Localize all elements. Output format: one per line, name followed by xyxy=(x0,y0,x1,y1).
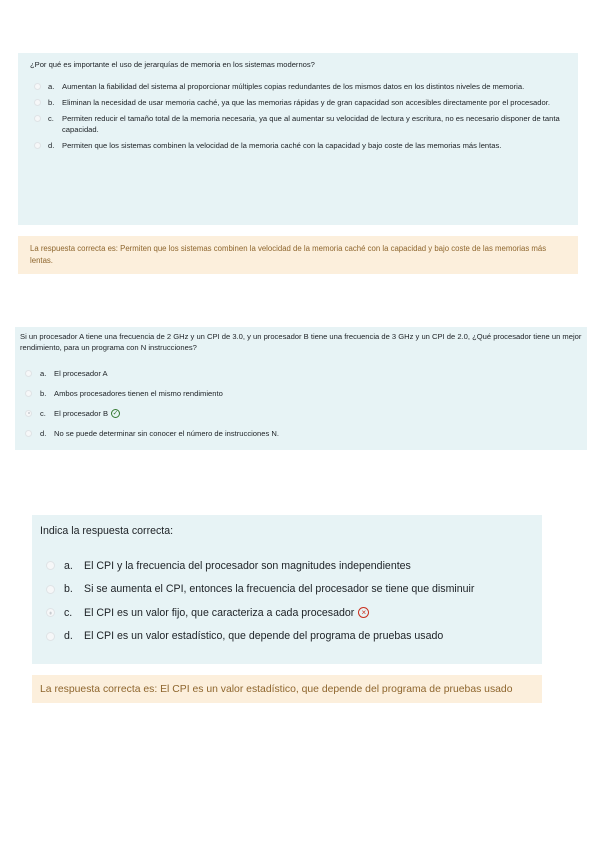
radio-button[interactable] xyxy=(34,142,41,149)
radio-button[interactable] xyxy=(34,99,41,106)
question-2-text: Si un procesador A tiene una frecuencia de 2 GHz y un CPI de 3.0, y un procesador B tiene una frecuencia de 3 GHz y un CPI de 2.0, ¿Qué procesador tiene un mejor rendimiento, para un programa con N instrucciones? xyxy=(20,332,582,352)
option-text: Permiten reducir el tamaño total de la memoria necesaria, ya que al aumentar su velocidad de lectura y escritura, no es necesario disponer de tanta capacidad. xyxy=(62,114,560,134)
option-letter: d. xyxy=(40,428,47,438)
radio-button[interactable] xyxy=(34,115,41,122)
option-text: El procesador A xyxy=(54,368,108,378)
question-1-option-c[interactable] xyxy=(30,113,566,135)
option-letter: c. xyxy=(64,606,73,619)
option-letter: d. xyxy=(64,630,73,643)
question-1-option-b[interactable] xyxy=(30,97,566,108)
question-3-option-d[interactable] xyxy=(40,625,534,649)
question-2-panel xyxy=(15,327,587,450)
option-letter: a. xyxy=(40,368,47,378)
question-1-option-d[interactable] xyxy=(30,140,566,151)
question-3-text: Indica la respuesta correcta: xyxy=(40,525,174,537)
question-3-feedback: La respuesta correcta es: El CPI es un valor estadístico, que depende del programa de pruebas usado xyxy=(32,675,542,703)
option-text: El procesador B xyxy=(54,408,109,418)
option-letter: c. xyxy=(48,114,54,123)
option-text: Permiten que los sistemas combinen la velocidad de la memoria caché con la capacidad y bajo coste de las memorias más lentas. xyxy=(62,141,502,150)
radio-button[interactable] xyxy=(34,83,41,90)
option-text: Si se aumenta el CPI, entonces la frecuencia del procesador se tiene que disminuir xyxy=(84,583,475,596)
question-3-option-c[interactable] xyxy=(40,601,534,625)
question-3-option-b[interactable] xyxy=(40,578,534,602)
check-circle-icon: ✓ xyxy=(112,409,119,417)
option-letter: a. xyxy=(64,559,73,572)
option-letter: d. xyxy=(48,141,55,150)
question-1-feedback: La respuesta correcta es: Permiten que los sistemas combinen la velocidad de la memoria caché con la capacidad y bajo coste de las memorias más lentas. xyxy=(18,236,578,274)
radio-button[interactable] xyxy=(46,585,55,594)
option-text: El CPI es un valor fijo, que caracteriza a cada procesador xyxy=(84,606,355,619)
radio-button[interactable] xyxy=(25,370,32,377)
x-circle-icon: × xyxy=(358,607,369,618)
option-letter: c. xyxy=(40,408,46,418)
radio-button[interactable] xyxy=(46,561,55,570)
option-letter: a. xyxy=(48,82,55,91)
option-letter: b. xyxy=(40,388,47,398)
radio-button[interactable] xyxy=(46,632,55,641)
option-text: No se puede determinar sin conocer el número de instrucciones N. xyxy=(54,428,279,438)
option-text: El CPI es un valor estadístico, que depende del programa de pruebas usado xyxy=(84,630,444,643)
question-2-option-d[interactable] xyxy=(20,423,582,443)
option-text: Ambos procesadores tienen el mismo rendimiento xyxy=(54,388,223,398)
option-text: El CPI y la frecuencia del procesador son magnitudes independientes xyxy=(84,559,411,572)
option-letter: b. xyxy=(64,583,73,596)
radio-button[interactable] xyxy=(25,430,32,437)
radio-button-selected[interactable] xyxy=(46,608,55,617)
question-1-panel xyxy=(18,53,578,225)
question-3-panel xyxy=(32,515,542,664)
radio-button[interactable] xyxy=(25,390,32,397)
question-2-option-b[interactable] xyxy=(20,383,582,403)
radio-button-selected[interactable] xyxy=(25,410,32,417)
question-2-option-a[interactable] xyxy=(20,363,582,383)
option-letter: b. xyxy=(48,98,55,107)
option-text: Aumentan la fiabilidad del sistema al proporcionar múltiples copias redundantes de los mismos datos en los distintos niveles de memoria. xyxy=(62,82,525,91)
question-3-option-a[interactable] xyxy=(40,554,534,578)
question-1-option-a[interactable] xyxy=(30,81,566,92)
question-2-option-c[interactable] xyxy=(20,403,582,423)
question-1-text: ¿Por qué es importante el uso de jerarquías de memoria en los sistemas modernos? xyxy=(30,60,315,69)
option-text: Eliminan la necesidad de usar memoria caché, ya que las memorias rápidas y de gran capacidad son accesibles directamente por el procesador. xyxy=(62,98,550,107)
